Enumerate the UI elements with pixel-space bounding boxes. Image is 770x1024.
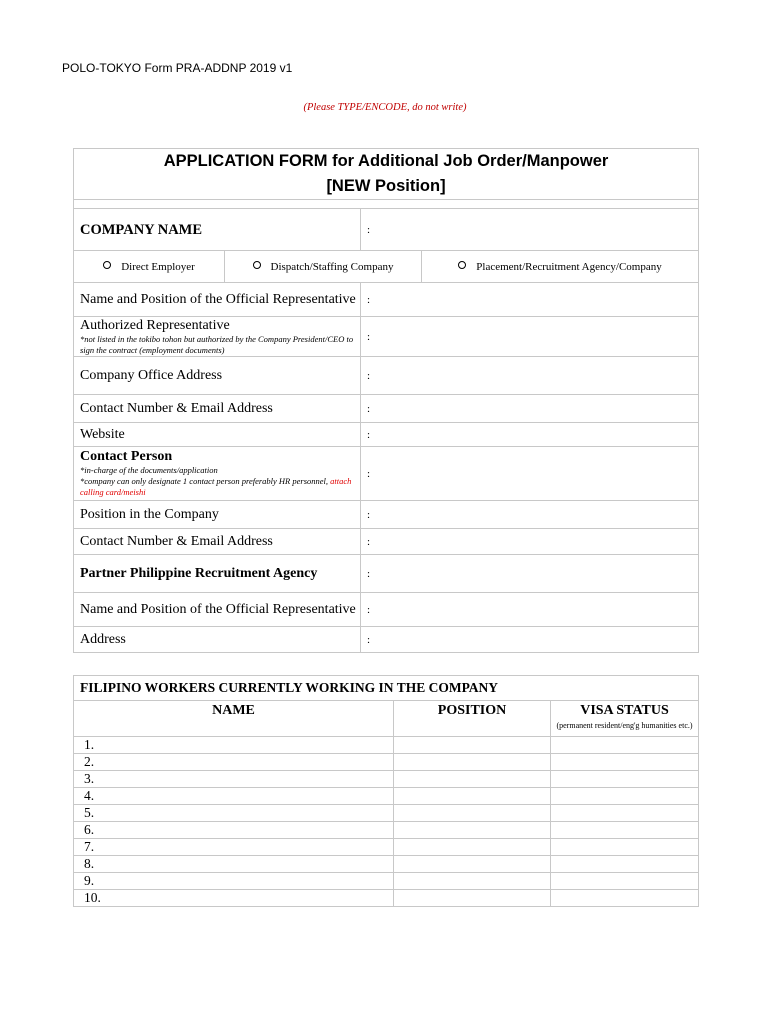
worker-row-name[interactable]: 1. [74,737,394,754]
col-name-header: NAME [74,701,394,737]
contact-email-field[interactable]: : [361,395,699,423]
worker-row-name[interactable]: 3. [74,771,394,788]
worker-row-visa[interactable] [551,873,699,890]
worker-row-name[interactable]: 10. [74,890,394,907]
option-direct-employer[interactable] [74,251,225,283]
website-field[interactable]: : [361,423,699,447]
worker-row-visa[interactable] [551,856,699,873]
official-rep-label: Name and Position of the Official Representative [74,283,361,317]
option-label: Placement/Recruitment Agency/Company [476,260,662,273]
worker-row-position[interactable] [394,737,551,754]
col-visa-label: VISA STATUS [580,703,669,718]
worker-row-name[interactable]: 9. [74,873,394,890]
worker-row-name[interactable]: 6. [74,822,394,839]
radio-circle-icon[interactable] [253,261,261,269]
worker-row-position[interactable] [394,805,551,822]
option-label: Direct Employer [121,260,195,273]
worker-row-visa[interactable] [551,788,699,805]
worker-row-position[interactable] [394,754,551,771]
option-dispatch-staffing[interactable] [225,251,422,283]
contact-email-label: Contact Number & Email Address [74,395,361,423]
col-visa-header [551,701,699,737]
form-title-line2: [NEW Position] [326,177,446,195]
application-form-table [73,148,699,653]
partner-agency-label: Partner Philippine Recruitment Agency [74,555,361,593]
col-visa-sub: (permanent resident/eng'g humanities etc.) [556,721,693,730]
contact-person-cell [74,447,361,501]
worker-row-position[interactable] [394,771,551,788]
worker-row-position[interactable] [394,788,551,805]
worker-row-visa[interactable] [551,754,699,771]
spacer-row [74,200,699,209]
partner-official-rep-field[interactable]: : [361,593,699,627]
radio-circle-icon[interactable] [458,261,466,269]
worker-row-visa[interactable] [551,890,699,907]
option-placement-agency[interactable] [422,251,699,283]
worker-row-visa[interactable] [551,839,699,856]
contact-person-label: Contact Person [80,449,173,464]
address-field[interactable]: : [361,627,699,653]
office-address-field[interactable]: : [361,357,699,395]
office-address-label: Company Office Address [74,357,361,395]
position-field[interactable]: : [361,501,699,529]
contact-person-field[interactable]: : [361,447,699,501]
worker-row-visa[interactable] [551,771,699,788]
worker-row-name[interactable]: 4. [74,788,394,805]
partner-official-rep-label: Name and Position of the Official Representative [74,593,361,627]
authorized-rep-label: Authorized Representative [80,317,230,333]
col-position-header: POSITION [394,701,551,737]
contact-email2-field[interactable]: : [361,529,699,555]
worker-row-name[interactable]: 7. [74,839,394,856]
contact-person-note2 [80,476,360,498]
authorized-rep-field[interactable]: : [361,317,699,357]
worker-row-visa[interactable] [551,805,699,822]
workers-section-title: FILIPINO WORKERS CURRENTLY WORKING IN THE COMPANY [74,676,699,701]
worker-row-position[interactable] [394,856,551,873]
worker-row-visa[interactable] [551,822,699,839]
authorized-rep-note: *not listed in the tokibo tohon but authorized by the Company President/CEO to sign the contract (employment documents) [80,333,354,355]
option-label: Dispatch/Staffing Company [270,260,394,273]
worker-row-name[interactable]: 5. [74,805,394,822]
authorized-rep-cell [74,317,361,357]
company-name-label: COMPANY NAME [74,209,361,251]
worker-row-visa[interactable] [551,737,699,754]
official-rep-field[interactable]: : [361,283,699,317]
instruction-note: (Please TYPE/ENCODE, do not write) [303,102,467,113]
form-title [74,149,699,200]
contact-person-note1: *in-charge of the documents/application [80,465,218,475]
partner-agency-field[interactable]: : [361,555,699,593]
worker-row-position[interactable] [394,873,551,890]
company-name-field[interactable]: : [361,209,699,251]
website-label: Website [74,423,361,447]
contact-email2-label: Contact Number & Email Address [74,529,361,555]
position-label: Position in the Company [74,501,361,529]
filipino-workers-table [73,675,699,907]
contact-person-note2-text: *company can only designate 1 contact person preferably HR personnel, [80,476,331,486]
worker-row-name[interactable]: 8. [74,856,394,873]
form-title-line1: APPLICATION FORM for Additional Job Order/Manpower [163,152,609,170]
worker-row-position[interactable] [394,890,551,907]
worker-row-position[interactable] [394,839,551,856]
form-code: POLO-TOKYO Form PRA-ADDNP 2019 v1 [62,61,293,75]
worker-row-name[interactable]: 2. [74,754,394,771]
calling-card-note: attach calling card/meishi [80,476,352,497]
worker-row-position[interactable] [394,822,551,839]
radio-circle-icon[interactable] [103,261,111,269]
address-label: Address [74,627,361,653]
